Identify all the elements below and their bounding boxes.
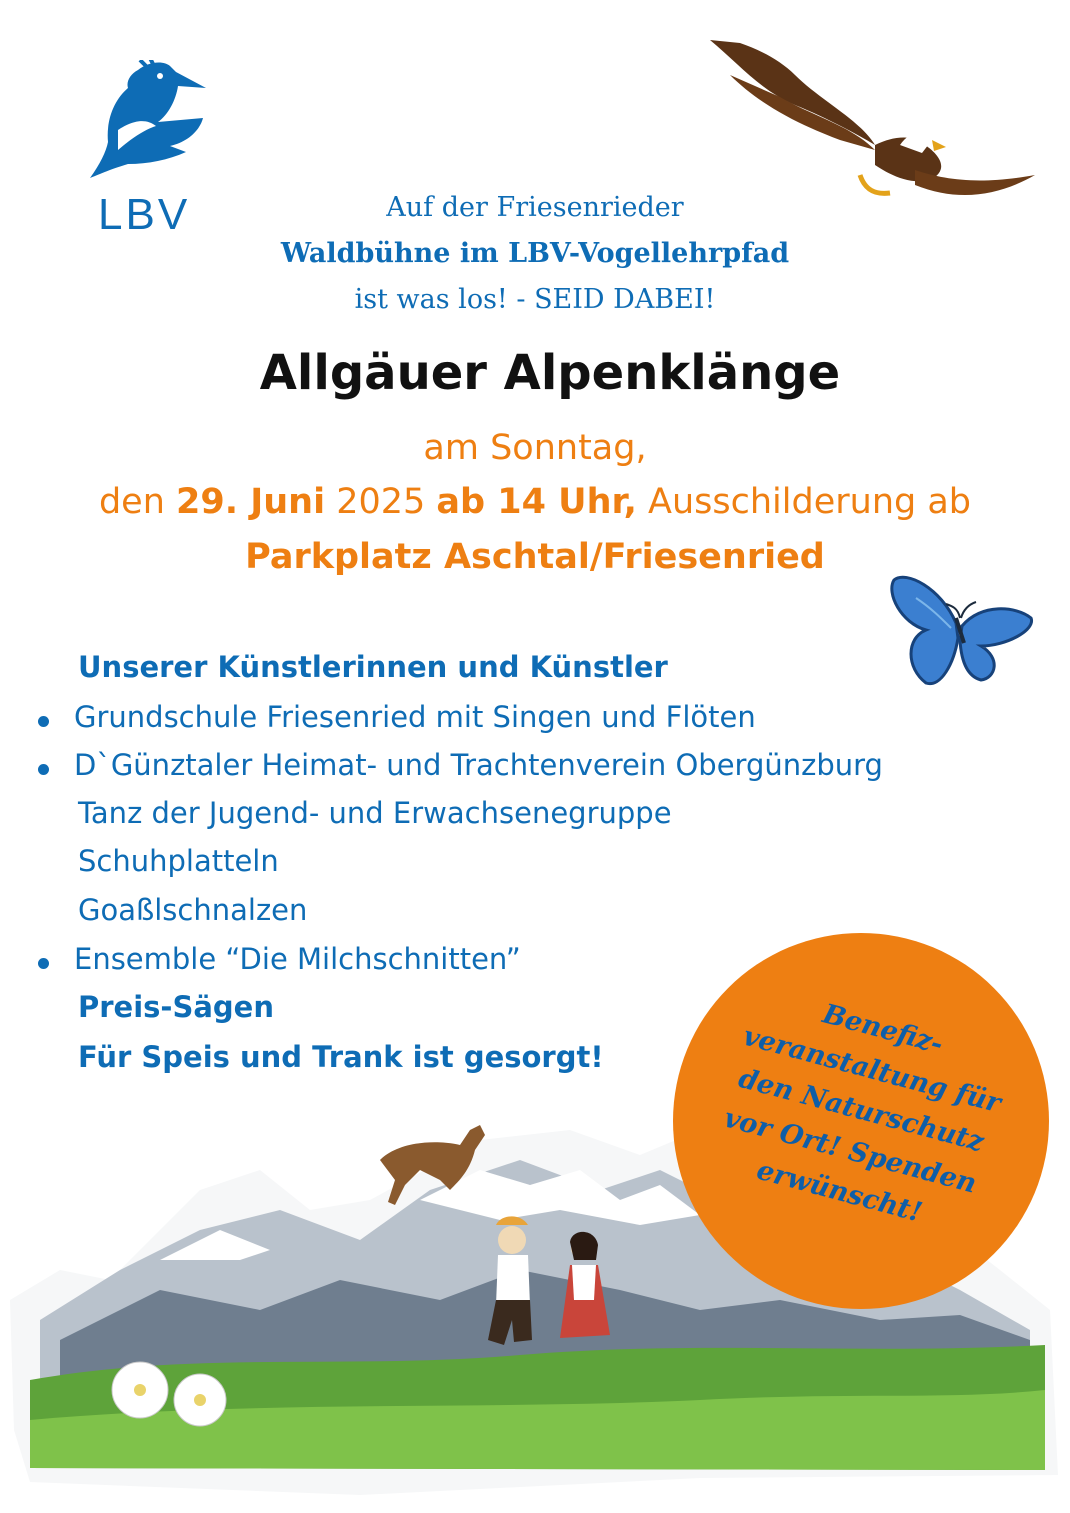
kingfisher-icon xyxy=(88,60,218,185)
logo-text: LBV xyxy=(98,190,191,239)
intro-line-2: Waldbühne im LBV-Vogellehrpfad xyxy=(280,238,790,269)
performer-subitem: Schuhplatteln xyxy=(78,844,279,878)
date-text: den xyxy=(98,482,177,522)
signage-text: Ausschilderung ab xyxy=(636,482,972,522)
eagle-illustration xyxy=(700,35,1040,205)
event-date: 29. Juni xyxy=(176,482,326,522)
bullet-icon xyxy=(38,716,49,727)
benefit-text: Benefiz-veranstaltung für den Naturschutz vor Ort! Spenden erwünscht! xyxy=(720,998,1005,1229)
extra-info: Preis-Sägen xyxy=(78,990,274,1024)
performer-subitem: Goaßlschnalzen xyxy=(78,893,308,927)
benefit-badge xyxy=(673,933,1049,1309)
parking-location: Parkplatz Aschtal/Friesenried xyxy=(245,537,825,577)
date-line-1: am Sonntag, xyxy=(423,428,647,468)
performer-subitem: Tanz der Jugend- und Erwachsenegruppe xyxy=(78,796,672,830)
performer-item: Ensemble “Die Milchschnitten” xyxy=(74,942,521,976)
bullet-icon xyxy=(38,958,49,969)
event-time: ab 14 Uhr, xyxy=(436,482,637,522)
performer-item: D`Günztaler Heimat- und Trachtenverein Obergünzburg xyxy=(74,748,883,782)
date-line-2 xyxy=(0,482,1070,522)
performer-item: Grundschule Friesenried mit Singen und Flöten xyxy=(74,700,756,734)
performers-heading: Unserer Künstlerinnen und Künstler xyxy=(78,650,668,684)
intro-line-1: Auf der Friesenrieder xyxy=(386,192,684,223)
event-year: 2025 xyxy=(325,482,437,522)
bullet-icon xyxy=(38,764,49,775)
event-title: Allgäuer Alpenklänge xyxy=(259,345,841,401)
extra-info: Für Speis und Trank ist gesorgt! xyxy=(78,1040,604,1074)
butterfly-illustration xyxy=(886,568,1038,693)
intro-line-3: ist was los! - SEID DABEI! xyxy=(354,284,716,315)
